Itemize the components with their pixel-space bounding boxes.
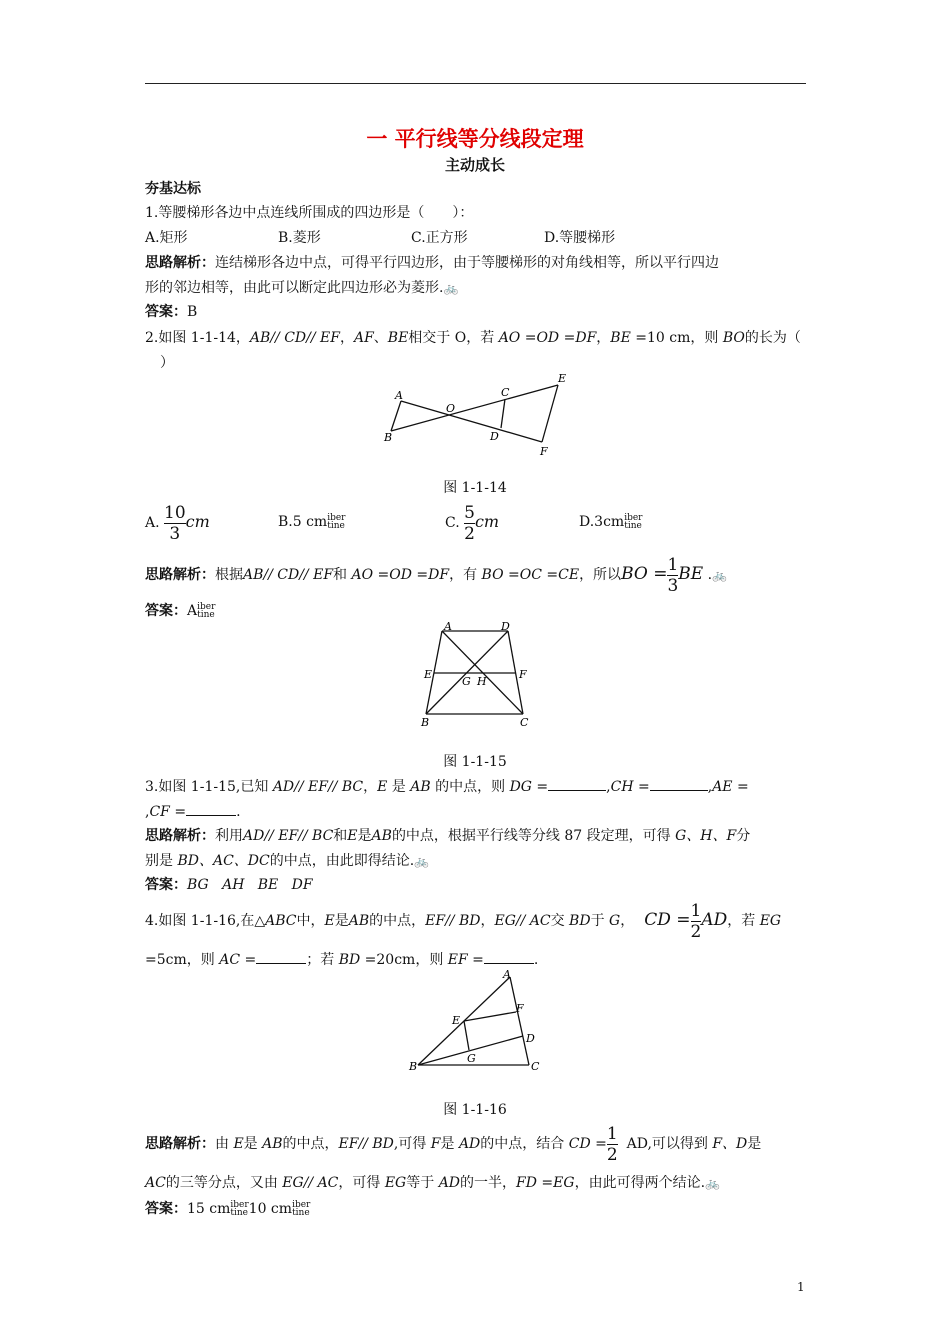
check-mark-icon (292, 1201, 310, 1217)
q3-stem-math: AE (712, 779, 733, 795)
q4-stem-math: ABC (265, 913, 297, 929)
q3-stem-math: CF (149, 804, 170, 820)
q3-stem-math: AD// EF// BC (272, 779, 364, 795)
q4-analysis-text: ，可得 (338, 1175, 381, 1191)
fig16-label-e: E (452, 1014, 461, 1027)
fig15-label-e: E (424, 668, 433, 681)
q4-stem-text: 是 (334, 913, 349, 929)
fig15-label-d: D (501, 620, 510, 633)
q2-analysis-text: 根据 (215, 567, 243, 583)
q3-analysis-math: AD// EF// BC (243, 828, 334, 844)
q4-stem-text: = (240, 952, 257, 968)
q4-stem-text: ， (620, 913, 635, 929)
answer-blank[interactable] (256, 949, 306, 964)
q3-analysis-text: 是 (357, 828, 372, 844)
q4-stem-math: BD (564, 913, 591, 929)
fig14-label-a: A (395, 389, 403, 402)
fig16-label-g: G (467, 1052, 476, 1065)
q1-analysis-text1: 连结梯形各边中点，可得平行四边形，由于等腰梯形的对角线相等，所以平行四边 (215, 255, 719, 271)
q4-analysis-math: FD =EG (516, 1175, 575, 1191)
fig16-label-a: A (503, 968, 511, 981)
q4-analysis-math: AD (454, 1136, 481, 1152)
fig15-label-c: C (520, 716, 529, 729)
q4-answer-line (145, 1199, 310, 1219)
q4-answer-label: 答案： (145, 1201, 187, 1217)
q3-analysis-math: AB (371, 828, 392, 844)
q4-analysis-math: AB (257, 1136, 283, 1152)
q4-analysis-math: EF// BD (338, 1136, 394, 1152)
q2-stem-text: =10 cm，则 (630, 330, 723, 346)
q1-analysis-line2 (145, 278, 458, 298)
q2-answer-label: 答案： (145, 603, 187, 619)
q2-option-a-unit: cm (185, 512, 210, 531)
q2-formula-left: BO = (621, 564, 668, 584)
figure-1-1-14 (380, 370, 580, 460)
check-mark-bottom: tine (327, 521, 345, 531)
q2-option-a-prefix: A. (145, 515, 160, 531)
q2-formula-fraction (667, 555, 678, 596)
fig14-label-e: E (558, 372, 567, 385)
q1-analysis-line1 (145, 253, 719, 273)
q4-analysis-text: 是 (243, 1136, 258, 1152)
q4-formula-left: CD = (644, 910, 691, 930)
q2-analysis-math: AO =OD =DF (347, 567, 450, 583)
q4-stem-text: ；若 (306, 952, 339, 968)
q2-option-b-text: B.5 cm (278, 514, 328, 530)
q4-stem-math: G (604, 913, 621, 929)
q3-analysis-text: 别是 (145, 853, 173, 869)
fraction-denominator: 2 (606, 1144, 618, 1165)
q3-stem-text: = (531, 779, 549, 795)
q4-analysis-math: E (229, 1136, 244, 1152)
check-mark-top: iber (197, 602, 216, 612)
page-subtitle: 主动成长 (444, 156, 505, 174)
q2-stem-math: BE (610, 330, 631, 346)
q1-option-d: D.等腰梯形 (544, 230, 616, 246)
q4-stem-text: 交 (550, 913, 565, 929)
fig14-label-o: O (446, 402, 456, 415)
q3-analysis-text: 利用 (215, 828, 243, 844)
fraction-numerator: 5 (464, 502, 475, 523)
q3-stem-text: 是 (387, 779, 411, 795)
q4-stem-text: =20cm，则 (360, 952, 448, 968)
q3-stem-math: E (377, 779, 388, 795)
q3-stem (145, 776, 749, 797)
q3-analysis-math: G、H、F (670, 828, 737, 844)
q2-answer-line (145, 601, 215, 621)
q2-stem-cont: ） (160, 355, 174, 371)
q2-analysis-text: ，有 (449, 567, 482, 583)
check-mark-bottom: tine (197, 610, 215, 620)
q4-analysis-text: 由 (215, 1136, 229, 1152)
header-rule (145, 83, 806, 84)
q4-analysis-math: AD (434, 1175, 461, 1191)
q3-analysis-label: 思路解析： (145, 828, 215, 844)
q3-analysis-math: BD、AC、DC (173, 853, 270, 869)
q4-analysis-text: 的三等分点，又由 (165, 1175, 278, 1191)
q4-analysis-math: F、D (707, 1136, 748, 1152)
q4-stem-math: AC (219, 952, 241, 968)
q2-stem-text: 相交于 O，若 (408, 330, 499, 346)
figure-1-1-16 (405, 966, 545, 1076)
q2-formula-right: BE (678, 564, 704, 584)
q4-analysis-text: AD,可以得到 (617, 1136, 708, 1152)
page-title: 一 平行线等分线段定理 (366, 127, 584, 151)
check-mark-icon (624, 514, 642, 530)
q4-analysis-text: 是 (440, 1136, 455, 1152)
q4-analysis-math: EG// AC (277, 1175, 339, 1191)
bicycle-icon: 🚲 (443, 281, 459, 295)
check-mark-icon (197, 603, 215, 619)
q3-stem-text: ， (363, 779, 378, 795)
q2-stem-text: ， (596, 330, 611, 346)
q4-stem-text: 的中点， (369, 913, 426, 929)
q1-option-c: C.正方形 (411, 230, 468, 246)
check-mark-bottom: tine (624, 521, 642, 531)
q3-answer: BG AH BE DF (187, 877, 313, 893)
q4-analysis-text: 的中点， (282, 1136, 339, 1152)
q3-stem-math: CH (610, 779, 634, 795)
q4-analysis-math: F (426, 1136, 441, 1152)
q3-stem-text: = (732, 779, 749, 795)
q3-analysis-math: E (347, 828, 358, 844)
q4-formula-fraction (691, 901, 702, 942)
q4-answer-second: 10 cm (248, 1201, 293, 1217)
q3-answer-line (145, 875, 313, 895)
q3-stem-text: , (606, 779, 611, 795)
q2-analysis-math: AB// CD// EF (243, 567, 334, 583)
check-mark-bottom: tine (230, 1208, 249, 1218)
q4-stem-text: 于 (590, 913, 605, 929)
q2-analysis-label: 思路解析： (145, 567, 215, 583)
q1-answer-line (145, 302, 197, 322)
q4-stem-math: BD (338, 952, 361, 968)
q2-stem-math: BE (387, 330, 409, 346)
q3-stem-text: = (169, 804, 187, 820)
q4-analysis-text: 的一半， (460, 1175, 517, 1191)
q2-option-c-fraction (464, 503, 475, 544)
q4-analysis-math: EG (380, 1175, 407, 1191)
q2-stem-math: AF (353, 330, 374, 346)
q2-answer: A (187, 603, 198, 619)
q2-analysis-math: BO =OC =CE (481, 567, 580, 583)
q4-stem-text: = (467, 952, 484, 968)
q2-analysis-text: . (703, 567, 713, 583)
q2-option-c-prefix: C. (445, 515, 460, 531)
q2-analysis-text: ，所以 (579, 567, 622, 583)
fraction-denominator: 2 (464, 523, 475, 544)
q4-analysis-text: ，由此可得两个结论. (574, 1175, 706, 1191)
fig16-label-f: F (516, 1002, 524, 1015)
section-heading: 夯基达标 (145, 181, 201, 197)
q3-analysis-text: 的中点，根据平行线等分线 87 段定理，可得 (391, 828, 671, 844)
answer-blank[interactable] (484, 949, 534, 964)
check-mark-icon (327, 514, 345, 530)
check-mark-icon (230, 1201, 248, 1217)
fraction-numerator: 1 (606, 1123, 618, 1144)
fraction-numerator: 10 (164, 502, 186, 523)
q1-analysis-label: 思路解析： (145, 255, 215, 271)
q1-stem: 1.等腰梯形各边中点连线所围成的四边形是（ ）： (145, 205, 474, 221)
q4-stem-text: 中， (296, 913, 325, 929)
fraction-denominator: 3 (667, 575, 679, 596)
check-mark-top: iber (230, 1200, 249, 1210)
q4-formula-right: AD (701, 910, 728, 930)
q2-stem-math: AO =OD =DF (498, 330, 597, 346)
q4-stem-text: 4.如图 1-1-16,在△ (145, 913, 266, 929)
q4-stem-math: E (324, 913, 335, 929)
q3-analysis-line2 (145, 851, 429, 871)
q2-option-c (445, 500, 499, 545)
fraction-numerator: 1 (690, 900, 702, 921)
q1-answer-label: 答案： (145, 304, 187, 320)
answer-blank[interactable] (650, 776, 708, 791)
fig14-label-f: F (540, 445, 548, 458)
q4-stem-math: EG (755, 913, 782, 929)
check-mark-bottom: tine (292, 1208, 310, 1218)
q3-stem-text: 3.如图 1-1-15,已知 (145, 779, 273, 795)
q4-analysis-text: ,可得 (393, 1136, 427, 1152)
q2-analysis-text: 和 (333, 567, 348, 583)
page-number: 1 (797, 1280, 805, 1294)
q2-option-a-fraction (164, 503, 186, 544)
figure-1-1-15 (415, 618, 535, 733)
fig14-label-b: B (384, 431, 393, 444)
q2-stem (145, 328, 801, 348)
fraction-numerator: 1 (667, 554, 679, 575)
q3-analysis-text: 和 (333, 828, 348, 844)
q4-analysis-math: CD (564, 1136, 591, 1152)
q1-analysis-text2: 形的邻边相等，由此可以断定此四边形必为菱形. (145, 280, 444, 296)
q3-analysis-text: 分 (736, 828, 751, 844)
fraction-denominator: 3 (169, 523, 181, 544)
q1-option-a: A.矩形 (145, 230, 188, 246)
q4-stem-math: EF// BD (425, 913, 481, 929)
q4-analysis-line1 (145, 1122, 761, 1166)
q4-stem-text: . (533, 952, 539, 968)
q3-stem-text: , (145, 804, 150, 820)
q4-stem-math: EG// AC (494, 913, 551, 929)
q1-option-b: B.菱形 (278, 230, 321, 246)
q2-option-c-unit: cm (474, 512, 500, 531)
q3-stem-cont (145, 801, 241, 822)
figure-1-1-15-caption: 图 1-1-15 (443, 754, 507, 770)
fig14-label-c: C (501, 386, 510, 399)
q2-stem-text: ， (339, 330, 354, 346)
q4-stem-math: AB (348, 913, 370, 929)
q4-stem-text: =5cm，则 (145, 952, 220, 968)
q4-answer-first: 15 cm (187, 1201, 231, 1217)
q2-option-a (145, 500, 210, 545)
q4-analysis-math: AC (145, 1175, 166, 1191)
fig15-label-g: G (462, 675, 471, 688)
q2-stem-text: 的长为（ (744, 330, 801, 346)
q3-stem-text: . (236, 804, 241, 820)
q2-stem-math: AB// CD// EF (249, 330, 340, 346)
check-mark-top: iber (327, 513, 346, 523)
q3-analysis-text: 的中点，由此即得结论. (269, 853, 415, 869)
q4-analysis-label: 思路解析： (145, 1136, 215, 1152)
q4-analysis-text: 等于 (406, 1175, 435, 1191)
q4-analysis-text: 是 (747, 1136, 762, 1152)
q2-stem-text: 、 (373, 330, 388, 346)
q3-analysis-line1 (145, 826, 750, 846)
check-mark-top: iber (292, 1200, 311, 1210)
q4-stem (145, 898, 781, 943)
q3-stem-text: , (707, 779, 713, 795)
q4-analysis-fraction (607, 1124, 618, 1165)
answer-blank[interactable] (548, 776, 606, 791)
q2-option-d (579, 512, 642, 532)
fraction-denominator: 2 (690, 921, 702, 942)
q3-answer-label: 答案： (145, 877, 187, 893)
q2-stem-text: 2.如图 1-1-14， (145, 330, 250, 346)
q2-option-b (278, 512, 346, 532)
q1-answer: B (187, 304, 198, 320)
bicycle-icon: 🚲 (414, 854, 430, 868)
q3-stem-math: AB (410, 779, 431, 795)
q4-stem-text: ，若 (727, 913, 756, 929)
fig16-label-c: C (531, 1060, 540, 1073)
bicycle-icon: 🚲 (712, 568, 728, 582)
figure-1-1-16-caption: 图 1-1-16 (443, 1102, 507, 1118)
q3-stem-text: 的中点，则 (430, 779, 510, 795)
q4-stem-text: ， (480, 913, 495, 929)
figure-1-1-14-caption: 图 1-1-14 (443, 480, 507, 496)
q4-stem-math: EF (447, 952, 468, 968)
fig16-label-d: D (526, 1032, 535, 1045)
fig15-label-h: H (477, 675, 487, 688)
fig15-label-a: A (444, 620, 452, 633)
q2-option-d-text: D.3cm (579, 514, 625, 530)
fig16-label-b: B (409, 1060, 418, 1073)
fig14-label-d: D (490, 430, 499, 443)
q2-analysis (145, 552, 727, 597)
fig15-label-f: F (519, 668, 527, 681)
answer-blank[interactable] (186, 801, 236, 816)
q4-analysis-text: = (590, 1136, 607, 1152)
check-mark-top: iber (624, 513, 643, 523)
q4-analysis-text: 的中点，结合 (480, 1136, 565, 1152)
bicycle-icon: 🚲 (705, 1176, 720, 1190)
q3-stem-math: DG (509, 779, 532, 795)
q3-stem-text: = (633, 779, 650, 795)
q4-analysis-line2 (145, 1173, 720, 1193)
q2-stem-math: BO (722, 330, 745, 346)
fig15-label-b: B (421, 716, 430, 729)
